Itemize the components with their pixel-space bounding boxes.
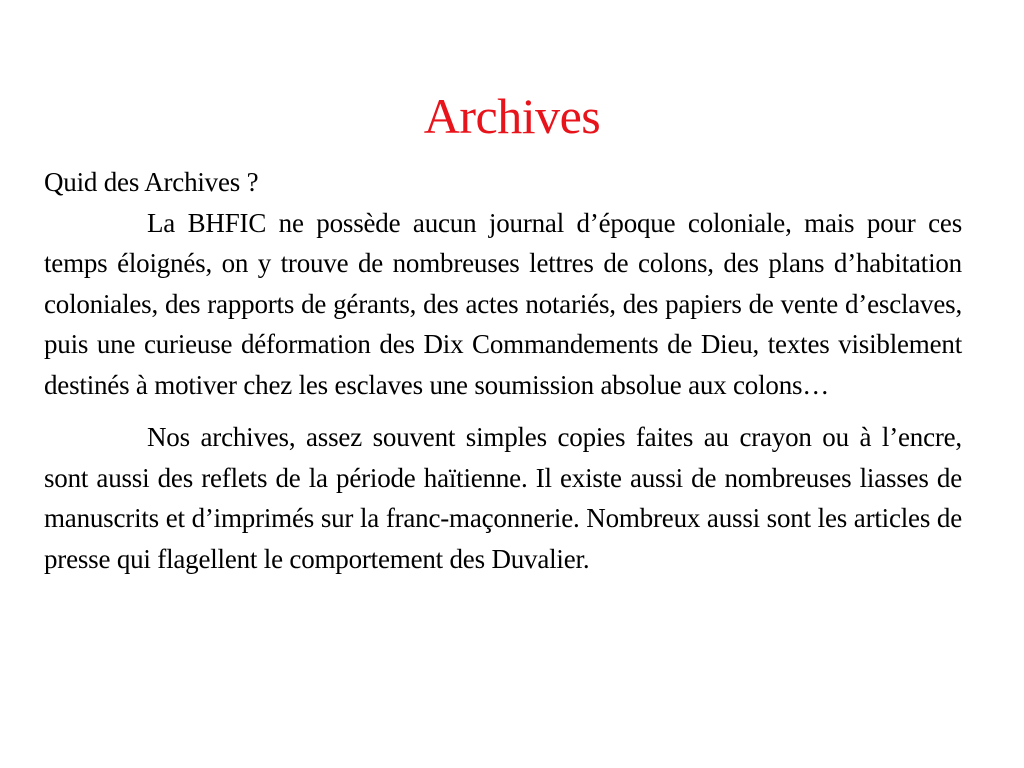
paragraph-colonial-documents: La BHFIC ne possède aucun journal d’époque coloniale, mais pour ces temps éloignés, on y trouve de nombreuses lettres de colons, des plans d’habitation coloniales, des rapports de gérants, des actes notariés, des papiers de vente d’esclaves, puis une curieuse déformation des Dix Commandements de Dieu, textes visiblement destinés à motiver chez les esclaves une soumission absolue aux colons… xyxy=(44,207,962,400)
intro-lead-text: Quid des xyxy=(44,167,145,197)
intro-emphasis: Archives xyxy=(144,167,241,197)
slide-title: Archives xyxy=(423,88,601,144)
slide-body xyxy=(44,162,962,579)
intro-question xyxy=(44,162,962,203)
paragraph-haitian-archives: Nos archives, assez souvent simples copies faites au crayon ou à l’encre, sont aussi des reflets de la période haïtienne. Il existe aussi de nombreuses liasses de manuscrits et d’imprimés sur la franc-maçonnerie. Nombreux aussi sont les articles de presse qui flagellent le comportement des Duvalier. xyxy=(44,422,962,574)
intro-tail-text: ? xyxy=(240,167,259,197)
